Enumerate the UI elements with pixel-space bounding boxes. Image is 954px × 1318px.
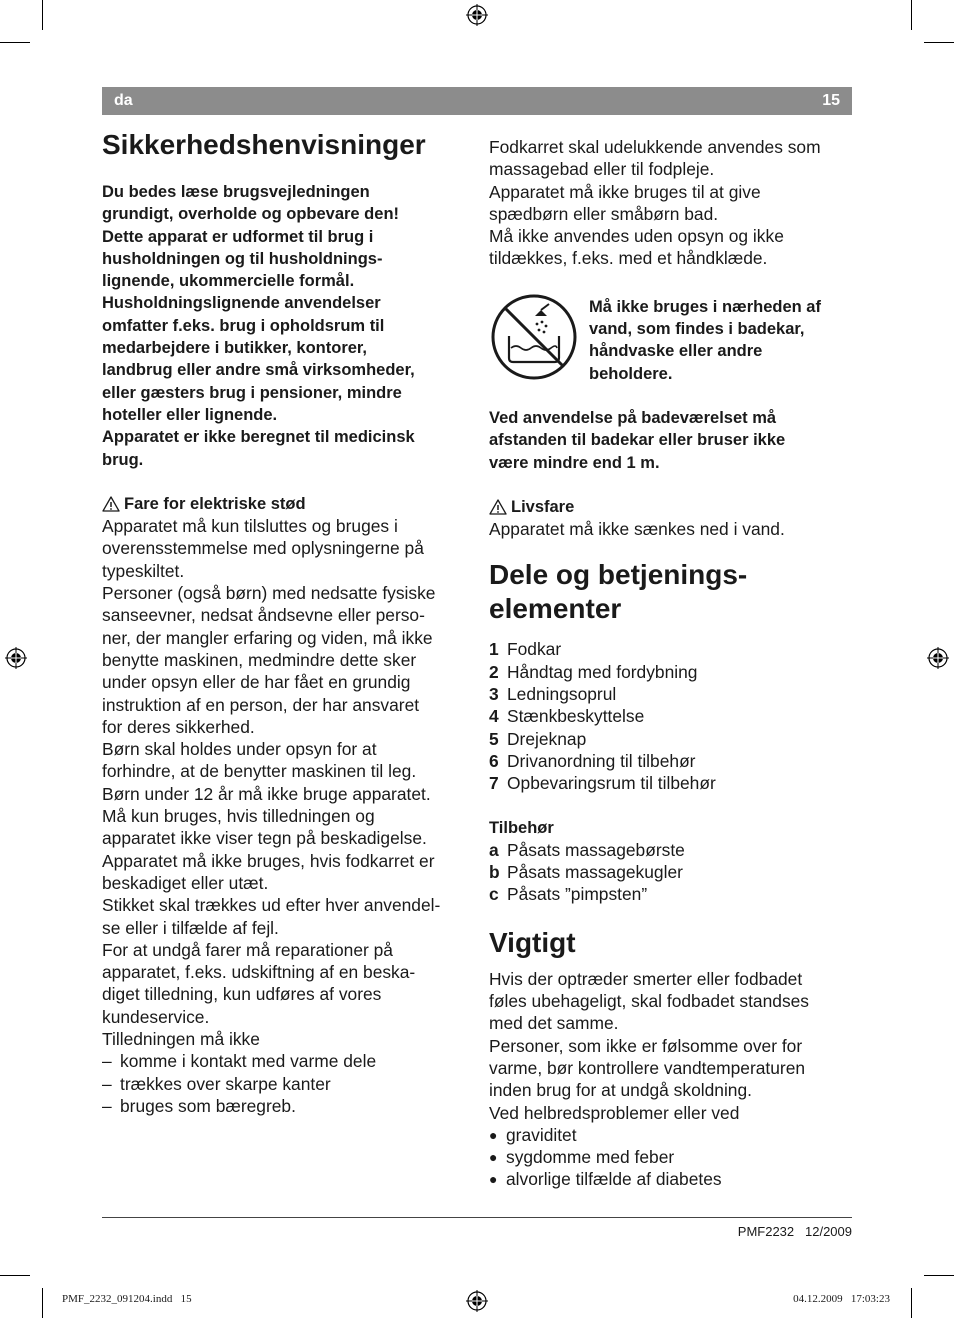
registration-mark-icon [927,647,949,669]
list-item: – trækkes over skarpe kanter [102,1073,331,1094]
safety-title: Sikkerhedshenvisninger [102,129,426,160]
text-line: For at undgå farer må reparationer på [102,939,393,960]
registration-mark-icon [466,4,488,26]
text-line: Børn under 12 år må ikke bruge apparatet. [102,783,431,804]
text-line: håndvaske eller andre [589,342,763,361]
text-line: ner, der mangler erfaring og viden, må ikke [102,627,433,648]
text-line: instruktion af en person, der har ansvaret [102,694,420,715]
list-item: 5 Drejeknap [489,728,587,749]
text-line: Må ikke anvendes uden opsyn og ikke [489,226,784,247]
text-line: Apparatet må ikke bruges til at give [489,181,761,202]
text-line: overensstemmelse med oplysningerne på [102,538,424,559]
text-line: Fodkarret skal udelukkende anvendes som [489,137,821,157]
warning-triangle-icon [102,496,120,512]
footer-model-date [738,1224,852,1239]
bullet-list [489,1124,855,1191]
electric-shock-text [102,515,468,1050]
crop-mark [0,42,30,43]
crop-mark [42,0,43,30]
text-line: Apparatet må kun tilsluttes og bruges i [102,516,398,537]
intro-bold-block [102,181,468,471]
print-slug-timestamp: 04.12.2009 17:03:23 [793,1293,890,1305]
crop-mark [0,1275,30,1276]
text-line: spædbørn eller småbørn bad. [489,203,719,224]
intro-line: omfatter f.eks. brug i opholdsrum til [102,316,385,335]
intro-line: husholdningen og til husholdnings- [102,249,383,268]
text-line: Ved helbredsproblemer eller ved [489,1102,740,1123]
text-line: beholdere. [589,364,673,383]
crop-mark [924,42,954,43]
crop-mark [911,1288,912,1318]
left-column [102,128,468,1117]
text-line: beskadiget eller utæt. [102,872,269,893]
important-text [489,968,855,1124]
language-code: da [114,92,133,109]
intro-line: lignende, ukommercielle formål. [102,272,355,291]
intro-line: grundigt, overholde og opbevare den! [102,205,400,224]
intro-line: brug. [102,450,144,469]
page-header-bar [102,87,852,115]
registration-mark-icon [5,647,27,669]
danger-title: Livsfare [511,497,575,516]
danger-heading [489,496,855,518]
text-line: diget tilledning, kun udføres af vores [102,984,382,1005]
text-line: vand, som findes i badekar, [589,320,805,339]
accessories-title: Tilbehør [489,818,554,837]
intro-line: landbrug eller andre små virksomheder, [102,361,415,380]
intro-line: Du bedes læse brugsvejledningen [102,183,370,201]
text-line: Apparatet må ikke bruges, hvis fodkarret er [102,850,435,871]
text-line: Personer, som ikke er følsomme over for [489,1035,803,1056]
text-line: Ved anvendelse på badeværelset må [489,408,777,427]
electric-shock-heading [102,493,468,515]
intro-line: medarbejdere i butikker, kontorer, [102,339,368,358]
text-line: Børn skal holdes under opsyn for at [102,739,377,760]
list-item: 4 Stænkbeskyttelse [489,706,645,727]
water-notice-text [589,296,821,385]
list-item: ● graviditet [489,1124,577,1145]
water-notice [489,296,855,385]
list-item: 1 Fodkar [489,639,562,660]
list-item: – bruges som bæregreb. [102,1095,296,1116]
text-line: forhindre, at de benytter maskinen til leg. [102,761,417,782]
text-line: føles ubehageligt, skal fodbadet standses [489,991,810,1012]
text-line: Tilledningen må ikke [102,1028,260,1049]
parts-list [489,638,855,794]
list-item: 6 Drivanordning til tilbehør [489,750,696,771]
list-item: ● alvorlige tilfælde af diabetes [489,1169,722,1190]
danger-text: Apparatet må ikke sænkes ned i vand. [489,519,785,540]
text-line: kundeservice. [102,1006,210,1027]
registration-mark-icon [466,1290,488,1312]
electric-shock-title: Fare for elektriske stød [124,494,306,513]
intro-line: eller gæsters brug i pensioner, mindre [102,383,402,402]
text-line: massagebad eller til fodpleje. [489,159,715,180]
text-line: Hvis der optræder smerter eller fodbadet [489,968,803,989]
text-line: Må ikke bruges i nærheden af [589,297,821,316]
dash-list [102,1050,468,1117]
intro-line: Husholdningslignende anvendelser [102,294,381,313]
text-line: Stikket skal trækkes ud efter hver anvendel- [102,895,441,916]
list-item: 7 Opbevaringsrum til tilbehør [489,773,716,794]
bathroom-warning [489,407,855,474]
edition-date: 12/2009 [805,1224,852,1239]
text-line: se eller i tilfælde af fejl. [102,917,279,938]
right-column [489,136,855,1191]
parts-title: Dele og betjenings- elementer [489,559,748,625]
model-code: PMF2232 [737,1224,795,1239]
accessories-list [489,839,855,906]
footer-rule [102,1217,852,1218]
list-item: 2 Håndtag med fordybning [489,661,698,682]
text-line: for deres sikkerhed. [102,716,255,737]
intro-line: hoteller eller lignende. [102,405,278,424]
usage-intro [489,136,855,270]
page-number: 15 [822,92,840,109]
text-line: Må kun bruges, hvis tilledningen og [102,806,375,827]
crop-mark [924,1275,954,1276]
text-line: tildækkes, f.eks. med et håndklæde. [489,248,768,269]
text-line: benytte maskinen, medmindre dette sker [102,649,417,670]
text-line: sanseevner, nedsat åndsevne eller perso- [102,605,425,626]
text-line: varme, bør kontrollere vandtemperaturen [489,1057,806,1078]
text-line: med det samme. [489,1013,619,1034]
list-item: ● sygdomme med feber [489,1147,675,1168]
list-item: b Påsats massagekugler [489,862,683,883]
text-line: apparatet, f.eks. udskiftning af en beska- [102,962,416,983]
text-line: afstanden til badekar eller bruser ikke [489,431,786,450]
text-line: Personer (også børn) med nedsatte fysiske [102,583,436,604]
print-slug-file: PMF_2232_091204.indd 15 [62,1293,192,1305]
text-line: inden brug for at undgå skoldning. [489,1080,752,1101]
intro-line: Apparatet er ikke beregnet til medicinsk [102,428,415,447]
crop-mark [911,0,912,30]
intro-line: Dette apparat er udformet til brug i [102,227,374,246]
no-water-prohibition-icon [489,292,579,382]
text-line: være mindre end 1 m. [489,453,660,472]
text-line: apparatet ikke viser tegn på beskadigelse. [102,828,427,849]
important-title: Vigtigt [489,926,576,958]
list-item: a Påsats massagebørste [489,839,685,860]
list-item: c Påsats ”pimpsten” [489,884,648,905]
text-line: typeskiltet. [102,560,185,581]
warning-triangle-icon [489,499,507,515]
crop-mark [42,1288,43,1318]
text-line: under opsyn eller de har fået en grundig [102,672,411,693]
list-item: – komme i kontakt med varme dele [102,1051,377,1072]
list-item: 3 Ledningsoprul [489,684,617,705]
